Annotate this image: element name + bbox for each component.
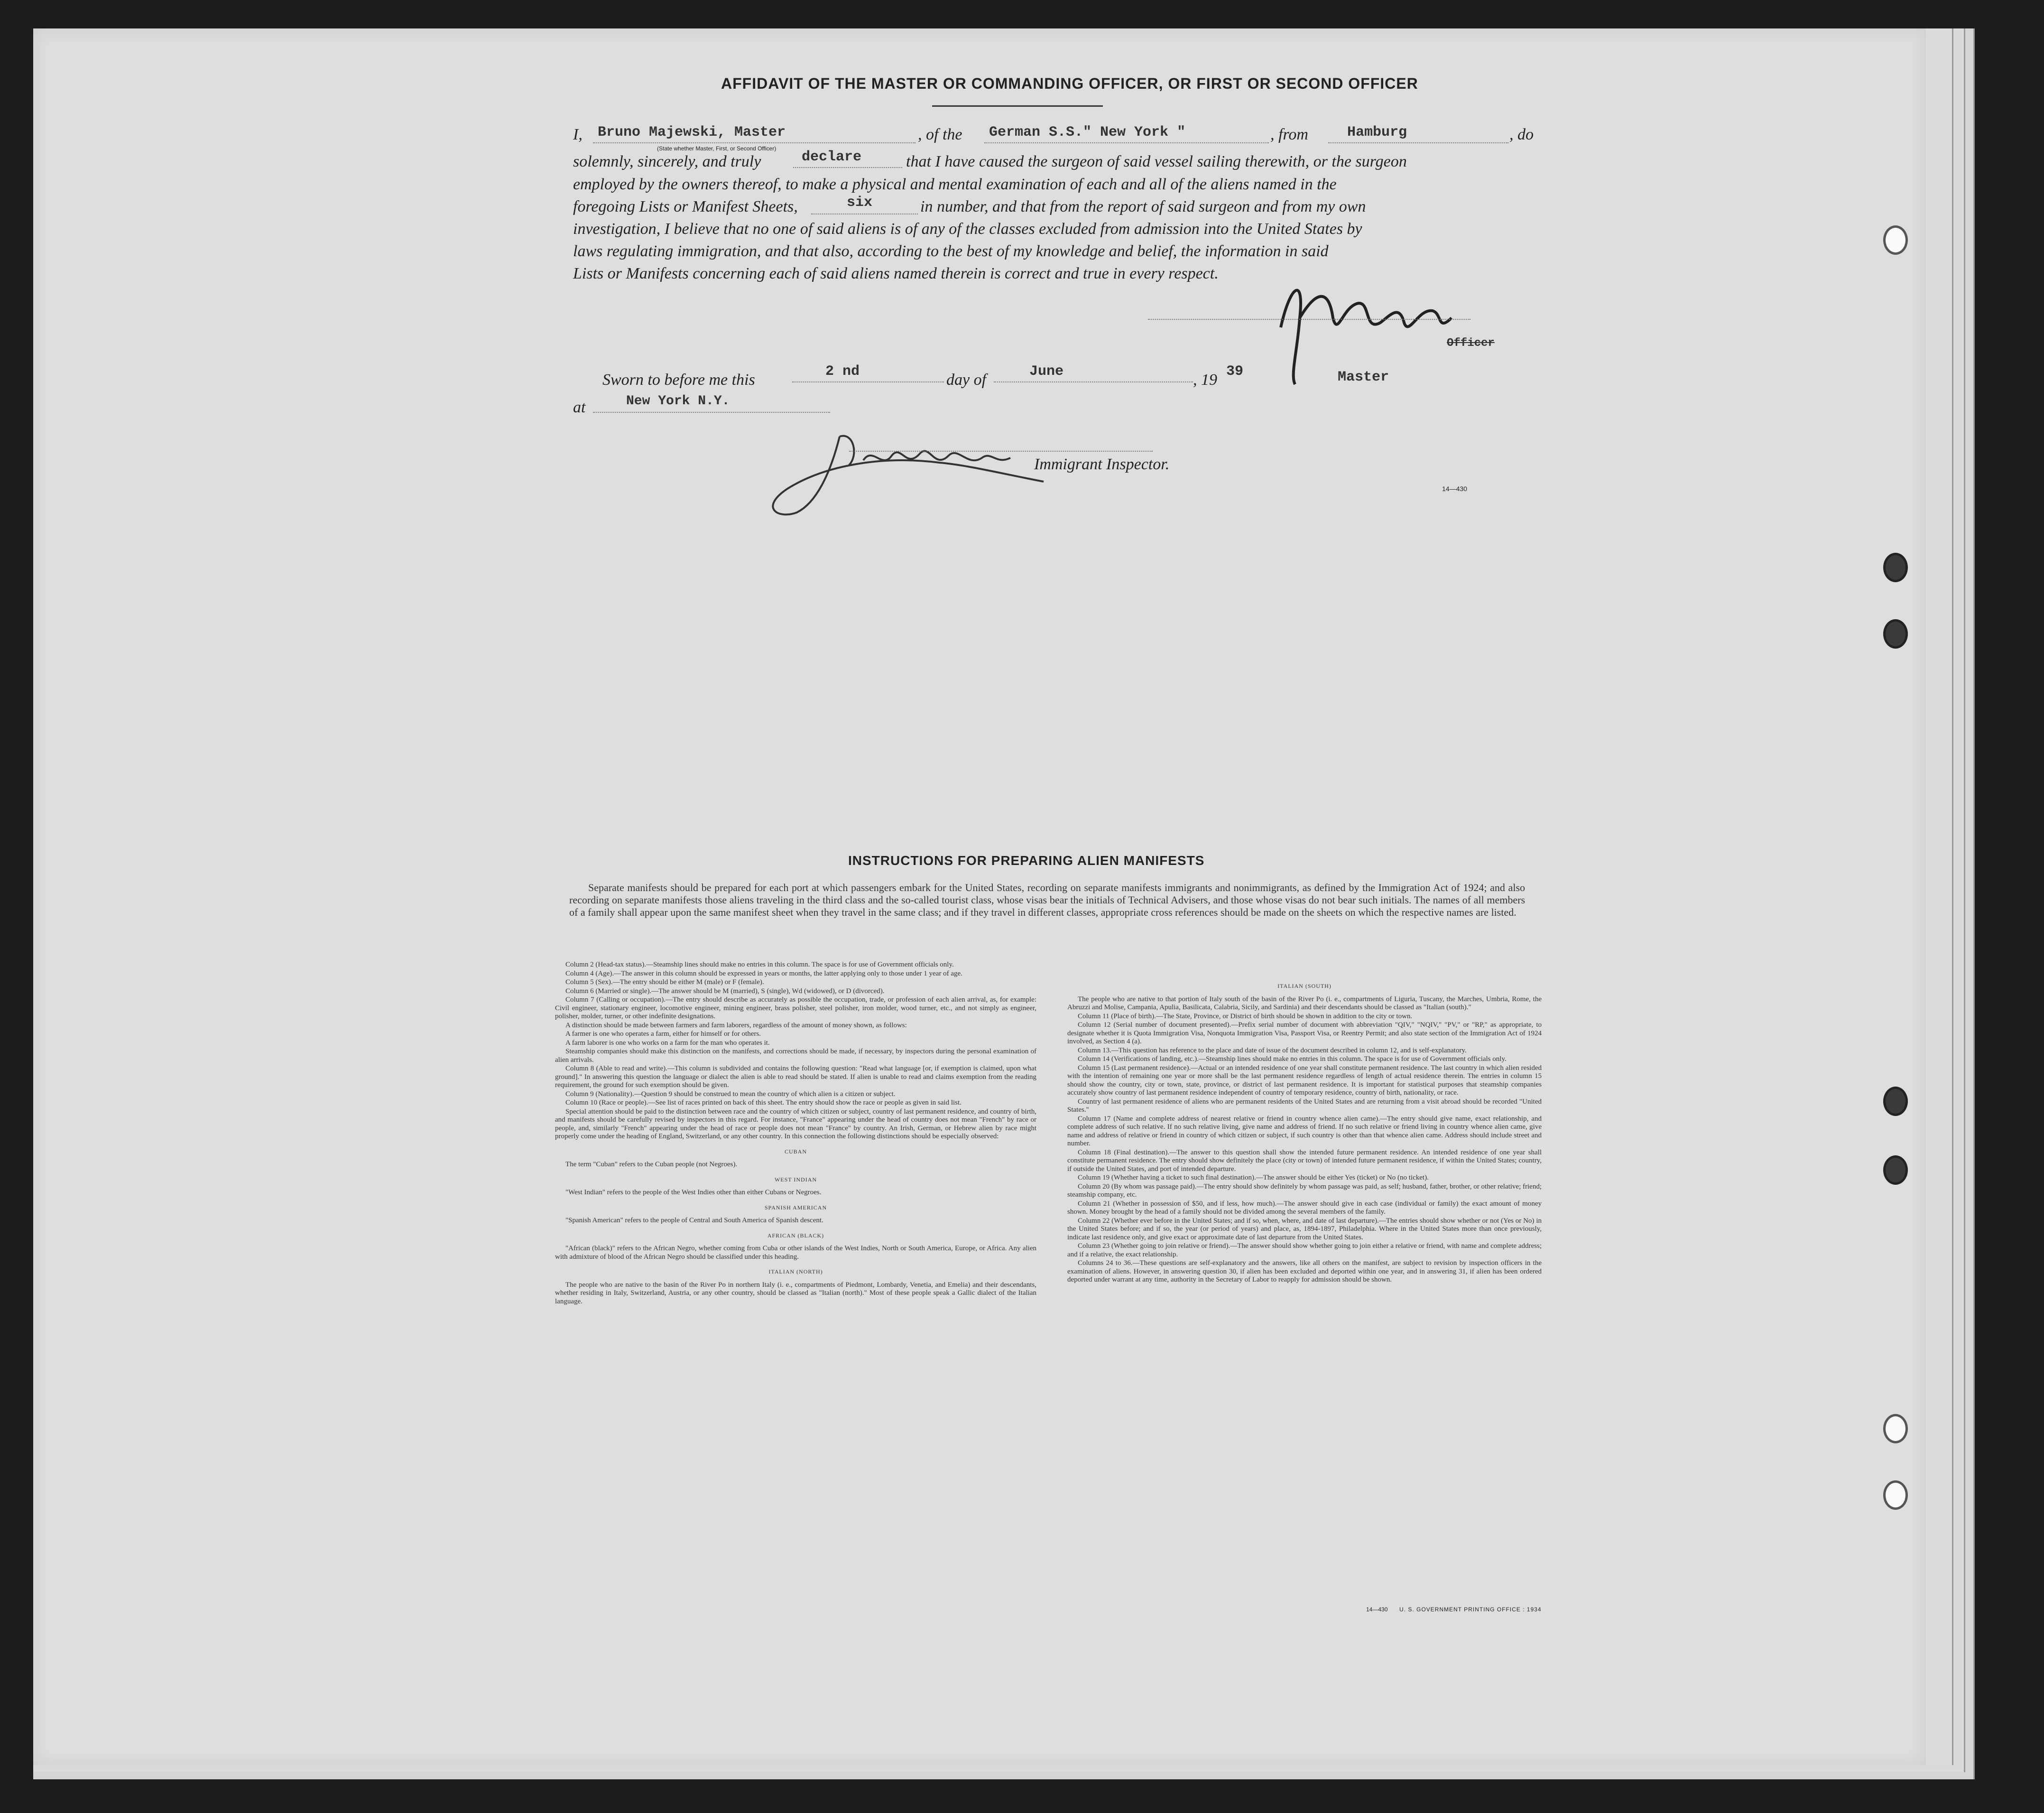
instruction-paragraph: A farmer is one who operates a farm, either for himself or for others.: [565, 1030, 761, 1038]
affidavit-line5: investigation, I believe that no one of said aliens is of any of the classes excluded from admission into the United States by: [573, 220, 1362, 238]
instruction-paragraph: Steamship companies should make this distinction on the manifests, and corrections should be made, if necessary, by inspectors during the personal examination of alien arrivals.: [555, 1048, 1036, 1064]
instruction-paragraph: Column 2 (Head-tax status).—Steamship lines should make no entries in this column. The space is for use of Government officials only.: [565, 961, 954, 968]
day-of-label: day of: [946, 371, 987, 389]
affidavit-line7: Lists or Manifests concerning each of said aliens named therein is correct and true in every respect.: [573, 265, 1219, 282]
west-indian-heading: WEST INDIAN: [774, 1176, 817, 1183]
struck-officer-title: Officer: [1447, 337, 1495, 350]
italian-south-heading: ITALIAN (SOUTH): [1277, 983, 1332, 989]
of-the-label: , of the: [918, 126, 962, 143]
instruction-paragraph: Column 19 (Whether having a ticket to such final destination).—The answer should be either Yes (ticket) or No (no ticket).: [1078, 1174, 1429, 1181]
affidavit-line2-prefix: solemnly, sincerely, and truly: [573, 153, 761, 170]
italian-north-heading: ITALIAN (NORTH): [768, 1268, 823, 1275]
inspector-signature-line: [849, 451, 1153, 452]
instruction-paragraph: Column 6 (Married or single).—The answer should be M (married), S (single), Wd (widowed), or D (divorced).: [565, 987, 885, 995]
binder-hole: [1883, 1414, 1908, 1443]
instruction-paragraph: Column 23 (Whether going to join relative or friend).—The answer should show whether going to join either a relative or friend, with name and complete address; and if a relative, the exact relationship.: [1067, 1242, 1542, 1258]
instructions-left-column: [555, 961, 1036, 1306]
officer-note: (State whether Master, First, or Second Officer): [657, 145, 777, 152]
instruction-paragraph: Column 18 (Final destination).—The answer to this question shall show the intended future permanent residence. An intended residence of one year shall constitute permanent residence. The entry should show definitely the place (city or town) of intended future permanent residence, if within the United States; country, if outside the United States, and port of intended departure.: [1067, 1148, 1542, 1173]
sworn-prefix: Sworn to before me this: [602, 371, 755, 389]
signature-line: [1148, 319, 1471, 320]
west-indian-text: "West Indian" refers to the people of the West Indies other than either Cubans or Negroes.: [565, 1189, 822, 1196]
instruction-paragraph: Special attention should be paid to the distinction between race and the country of which citizen or subject, country of last permanent residence, and country of birth, and manifests should be carefully revised by inspectors in this regard. For instance, "France" appearing under the head of country does not mean "French" by race or people, and, similarly "French" appearing under the head of race or people does not mean "France" by country. An Irish, German, or Hebrew alien by race might properly come under the heading of England, Switzerland, or any other country. In this connection the following distinctions should be especially observed:: [555, 1107, 1036, 1140]
sworn-month: June: [1029, 363, 1064, 380]
officer-name: Bruno Majewski, Master: [598, 124, 786, 140]
instruction-paragraph: Column 11 (Place of birth).—The State, Province, or District of birth should be shown in addition to the city or town.: [1078, 1012, 1413, 1020]
instruction-paragraph: Column 22 (Whether ever before in the United States; and if so, when, where, and date of last departure).—The entries should show whether or not (Yes or No) in the United States before; and if so, the year (or period of years) and place, as, 1894-1897, Philadelphia. Where in the United States more than once previously, indicate last residence only, and give exact or approximate date of last departure from the United States.: [1067, 1217, 1542, 1241]
instruction-paragraph: Column 7 (Calling or occupation).—The entry should describe as accurately as possible the occupation, trade, or profession of each alien arrival, as, for example: Civil engineer, stationary engineer, locomotive engineer, mining engineer, brass polisher, steel polisher, iron molder, wood turner, etc., and not simply as engineer, polisher, molder, turner, or other indefinite designations.: [555, 996, 1036, 1020]
instruction-paragraph: Column 8 (Able to read and write).—This column is subdivided and contains the following question: "Read what language [or, if exemption is claimed, upon what ground]." In answering this question the language or dialect the alien is able to read should be stated. If alien is unable to read and claims exemption from the reading requirement, the ground for such exemption should be given.: [555, 1065, 1036, 1089]
declare-line: [793, 167, 902, 168]
african-heading: AFRICAN (BLACK): [767, 1232, 824, 1239]
instruction-paragraph: Column 10 (Race or people).—See list of races printed on back of this sheet. The entry should show the race or people as given in said list.: [565, 1099, 962, 1106]
instruction-paragraph: A distinction should be made between farmers and farm laborers, regardless of the amount of money shown, as follows:: [565, 1021, 907, 1029]
italian-north-text: The people who are native to the basin of the River Po in northern Italy (i. e., compartments of Piedmont, Lombardy, Venetia, and Emelia) and their descendants, whether residing in Italy, Switzerland, Austria, or any other country, should be classed as "Italian (north)." Most of these people speak a Gallic dialect of the Italian language.: [555, 1281, 1036, 1305]
declare-word: declare: [802, 149, 862, 165]
officer-title: Master: [1338, 369, 1389, 385]
instruction-paragraph: Column 9 (Nationality).—Question 9 should be construed to mean the country of which alien is a citizen or subject.: [565, 1090, 896, 1098]
sworn-year: 39: [1226, 363, 1244, 380]
instruction-paragraph: Country of last permanent residence of aliens who are permanent residents of the United States and are returning from a visit abroad should be recorded "United States.": [1067, 1097, 1542, 1114]
footer-form-number: 14—430: [1366, 1606, 1388, 1613]
instruction-paragraph: Column 5 (Sex).—The entry should be either M (male) or F (female).: [565, 978, 764, 986]
vessel-name-line: [984, 142, 1269, 143]
port-from-line: [1328, 142, 1508, 143]
instruction-paragraph: Column 13.—This question has reference to the place and date of issue of the document described in column 12, and is self-explanatory.: [1078, 1046, 1467, 1054]
instruction-paragraph: Column 20 (By whom was passage paid).—The entry should show definitely by whom passage was paid, as self; husband, father, brother, or other relative; friend; steamship company, etc.: [1067, 1182, 1542, 1199]
affidavit-title: AFFIDAVIT OF THE MASTER OR COMMANDING OFFICER, OR FIRST OR SECOND OFFICER: [721, 75, 1418, 92]
instruction-paragraph: A farm laborer is one who works on a farm for the man who operates it.: [565, 1039, 770, 1047]
instructions-right-column: [1067, 982, 1542, 1285]
sworn-day-line: [792, 381, 944, 382]
at-place-line: [593, 412, 830, 413]
title-underline: [932, 105, 1103, 107]
binder-hole: [1883, 553, 1908, 582]
sworn-month-line: [994, 381, 1193, 382]
instruction-paragraph: Column 21 (Whether in possession of $50, and if less, how much).—The answer should give in each case (individual or family) the exact amount of money shown. Money brought by the head of a family should not be divided among the several members of the family.: [1067, 1199, 1542, 1216]
affidavit-line1-prefix: I,: [573, 126, 583, 143]
year-prefix: , 19: [1193, 371, 1217, 389]
vessel-name: German S.S." New York ": [989, 124, 1186, 140]
officer-name-line: [593, 142, 916, 143]
instructions-intro: Separate manifests should be prepared for each port at which passengers embark for the United States, recording on separate manifests immigrants and nonimmigrants, as defined by the Immigration Act of 1924; and also recording on separate manifests those aliens traveling in the third class and the so-called tourist class, whose visas bear the initials of Technical Advisers, and those whose visas do not bear such initials. The names of all members of a family shall appear upon the same manifest sheet when they travel in the same class; and if they travel in different classes, appropriate cross references should be made on the sheets on which the respective names are listed.: [569, 882, 1525, 918]
instruction-paragraph: Column 4 (Age).—The answer in this column should be expressed in years or months, the latter applying only to those under 1 year of age.: [565, 969, 962, 977]
binder-hole: [1883, 1155, 1908, 1185]
instruction-paragraph: Column 17 (Name and complete address of nearest relative or friend in country whence alien came).—The entry should give name, exact relationship, and complete address of such relative. If no such relative living, give name and address of friend. If no such relative or friend living in country whence alien came, give name and address of relative or friend in country of which citizen or subject, if such country is other than that whence alien came. Address should include street and number.: [1067, 1115, 1542, 1147]
port-from: Hamburg: [1347, 124, 1407, 140]
at-label: at: [573, 399, 586, 416]
binder-hole: [1883, 619, 1908, 649]
footer-printer: U. S. GOVERNMENT PRINTING OFFICE : 1934: [1399, 1606, 1542, 1613]
sworn-day: 2 nd: [825, 363, 860, 380]
affidavit-line4-suffix: in number, and that from the report of said surgeon and from my own: [920, 198, 1366, 215]
affidavit-line3: employed by the owners thereof, to make a physical and mental examination of each and all of the aliens named in the: [573, 176, 1337, 193]
binder-hole: [1883, 1480, 1908, 1510]
at-place: New York N.Y.: [626, 394, 730, 409]
affidavit-line2-suffix: that I have caused the surgeon of said vessel sailing therewith, or the surgeon: [906, 153, 1407, 170]
instruction-paragraph: Column 14 (Verifications of landing, etc.).—Steamship lines should make no entries in this column. The space is for use of Government officials only.: [1078, 1055, 1507, 1063]
inspector-label: Immigrant Inspector.: [1034, 456, 1170, 473]
affidavit-line6: laws regulating immigration, and that also, according to the best of my knowledge and belief, the information in said: [573, 242, 1329, 260]
instruction-paragraph: Columns 24 to 36.—These questions are self-explanatory and the answers, like all others on the manifest, are subject to revision by inspection officers in the examination of aliens. However, in answering question 30, if alien has been excluded and deported within one year, and in answering 31, if alien has been ordered deported under warrant at any time, authority in the Secretary of Labor to reapply for admission should be shown.: [1067, 1259, 1542, 1283]
spanish-american-heading: SPANISH AMERICAN: [764, 1204, 827, 1211]
from-label: , from: [1270, 126, 1308, 143]
sheet-count: six: [847, 195, 873, 211]
instruction-paragraph: The people who are native to that portion of Italy south of the basin of the River Po (i. e., compartments of Liguria, Tuscany, the Marches, Umbria, Rome, the Abruzzi and Molise, Campania, Apulia, Basilicata, Calabria, Sicily, and Sardinia) and their descendants should be classed as "Italian (south).": [1067, 995, 1542, 1011]
binder-hole: [1883, 1087, 1908, 1116]
affidavit-line4-prefix: foregoing Lists or Manifest Sheets,: [573, 198, 798, 215]
spanish-american-text: "Spanish American" refers to the people of Central and South America of Spanish descent.: [565, 1217, 823, 1224]
line1-end: , do: [1509, 126, 1534, 143]
cuban-text: The term "Cuban" refers to the Cuban people (not Negroes).: [565, 1161, 738, 1168]
instruction-paragraph: Column 12 (Serial number of document presented).—Prefix serial number of document with abbreviation "QIV," "NQIV," "PV," or "RP," as appropriate, to designate whether it is Quota Immigration Visa, Nonquota Immigration Visa, Passport Visa, or Reentry Permit; and also state section of the Immigration Act of 1924 involved, as Section 4 (a).: [1067, 1021, 1542, 1045]
african-text: "African (black)" refers to the African Negro, whether coming from Cuba or other islands of the West Indies, North or South America, Europe, or Africa. Any alien with admixture of blood of the African Negro should be classified under this heading.: [555, 1245, 1036, 1261]
cuban-heading: CUBAN: [784, 1148, 807, 1155]
form-number: 14—430: [1442, 485, 1467, 493]
binder-hole: [1883, 225, 1908, 255]
instruction-paragraph: Column 15 (Last permanent residence).—Actual or an intended residence of one year shall constitute permanent residence. The last country in which alien resided with the intention of remaining one year or more shall be the last permanent residence regardless of length of actual residence therein. The entries in column 15 should show the country, city or town, state, province, or district of last permanent residence. It is important for statistical purposes that steamship companies accurately show country of last permanent residence independent of country of temporary residence, country of birth, nationality, or race.: [1067, 1064, 1542, 1097]
instructions-title: INSTRUCTIONS FOR PREPARING ALIEN MANIFESTS: [848, 853, 1205, 868]
manifest-page: [33, 28, 1926, 1765]
